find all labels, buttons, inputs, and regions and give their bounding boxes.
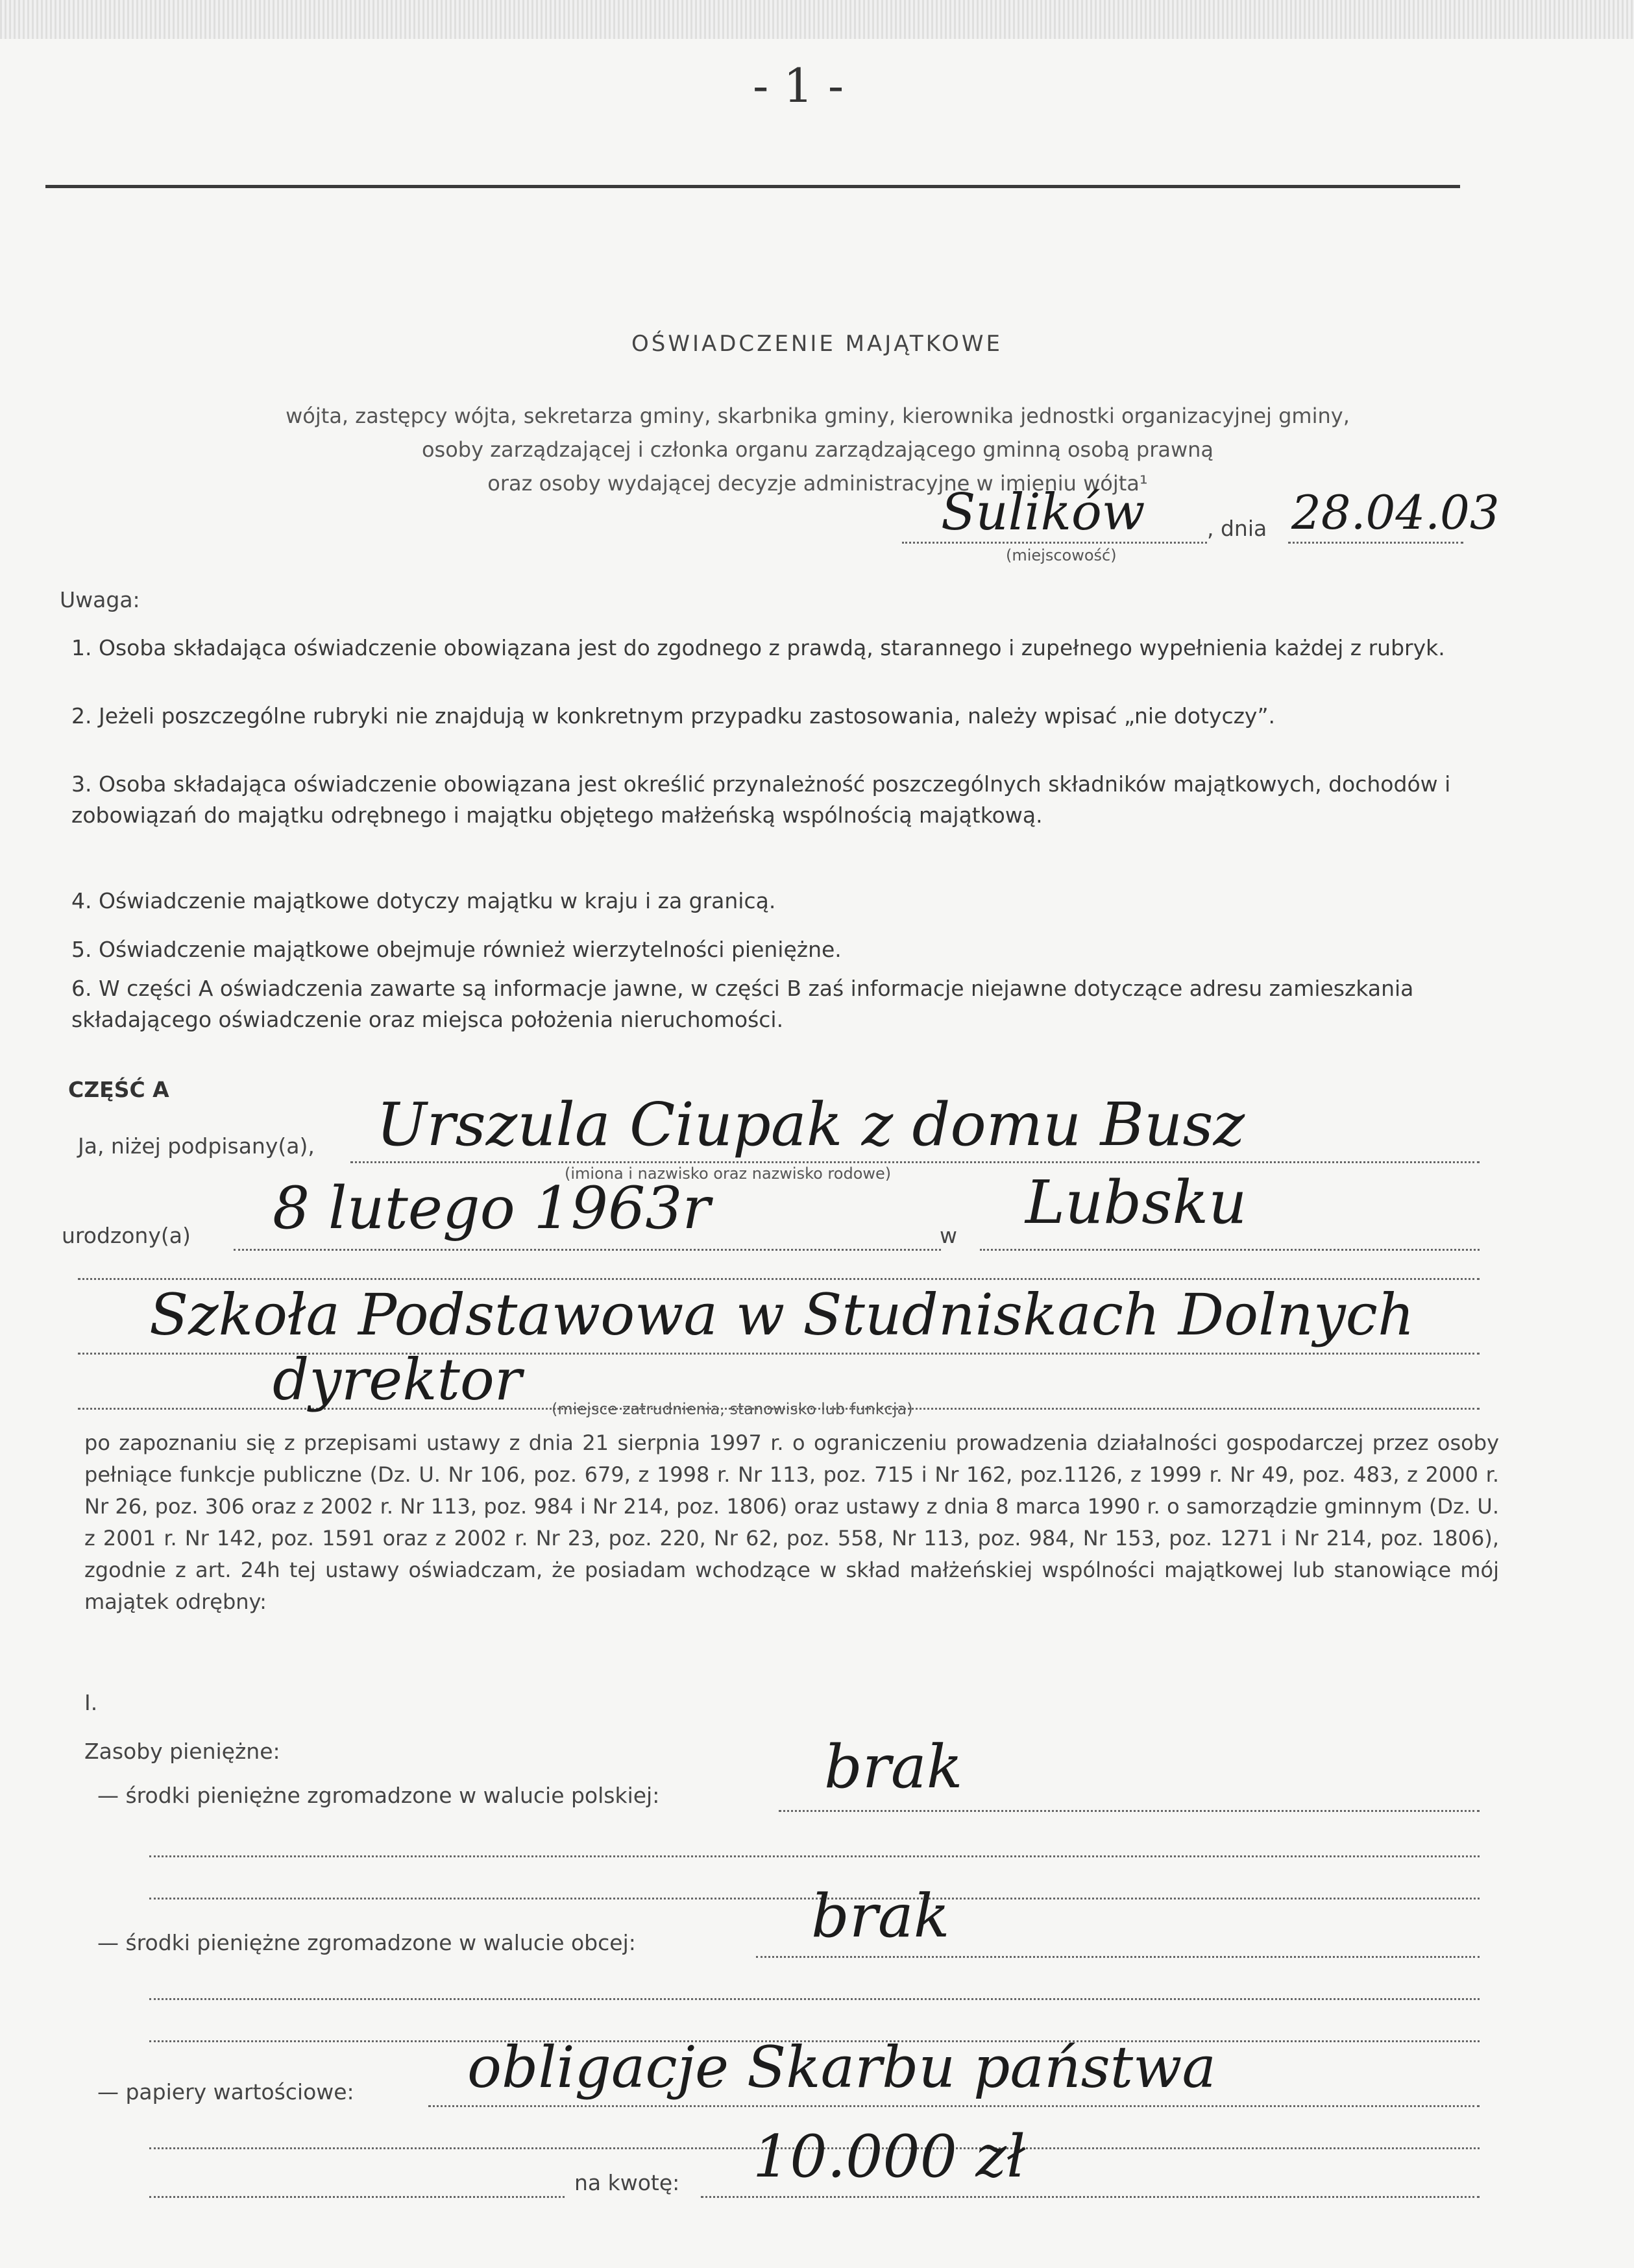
employment-caption: (miejsce zatrudnienia, stanowisko lub funkcja) — [552, 1400, 913, 1418]
place-caption: (miejscowość) — [1006, 546, 1117, 564]
amount-value: 10.000 zł — [753, 2123, 1026, 2191]
document-title: OŚWIADCZENIE MAJĄTKOWE — [631, 331, 1003, 357]
subtitle-line-2: osoby zarządzającej i członka organu zarządzającego gminną osobą prawną — [421, 437, 1214, 462]
section-heading: Zasoby pieniężne: — [84, 1739, 280, 1764]
born-date-handwritten: 8 lutego 1963r — [273, 1174, 711, 1242]
item-foreign-dots-2 — [149, 1998, 1480, 2000]
born-place-dots — [980, 1249, 1480, 1251]
remark-5: 5. Oświadczenie majątkowe obejmuje również wierzytelności pieniężne. — [71, 937, 842, 962]
scan-top-noise — [0, 0, 1634, 39]
subtitle-line-3: oraz osoby wydającej decyzje administracyjne w imieniu wójta¹ — [487, 471, 1148, 496]
item-securities-value: obligacje Skarbu państwa — [467, 2034, 1216, 2101]
item-foreign-dots — [756, 1956, 1480, 1958]
signer-handwritten: Urszula Ciupak z domu Busz — [376, 1090, 1245, 1159]
amount-pre-dots — [149, 2196, 565, 2198]
signer-label: Ja, niżej podpisany(a), — [78, 1133, 315, 1159]
item-pln-value: brak — [824, 1732, 963, 1802]
page-number: - 1 - — [753, 58, 844, 113]
date-dots — [1288, 542, 1463, 544]
employment-handwritten-1: Szkoła Podstawowa w Studniskach Dolnych — [149, 1281, 1415, 1348]
item-foreign-value: brak — [811, 1881, 950, 1951]
employment-dots-1 — [78, 1278, 1480, 1280]
remark-3: 3. Osoba składająca oświadczenie obowiązana jest określić przynależność poszczególnych składników majątkowych, dochodów i zobowiązań do majątku odrębnego i majątku objętego małżeńską wspólnością majątkową. — [71, 771, 1451, 828]
remarks-heading: Uwaga: — [60, 587, 140, 612]
signer-caption: (imiona i nazwisko oraz nazwisko rodowe) — [565, 1164, 892, 1183]
place-dots — [902, 542, 1207, 544]
section-number: I. — [84, 1690, 98, 1715]
item-pln-dots-2 — [149, 1855, 1480, 1857]
item-securities-dots — [428, 2105, 1480, 2107]
remark-1: 1. Osoba składająca oświadczenie obowiązana jest do zgodnego z prawdą, starannego i zupełnego wypełnienia każdej z rubryk. — [71, 635, 1445, 660]
remark-2: 2. Jeżeli poszczególne rubryki nie znajdują w konkretnym przypadku zastosowania, należy wpisać „nie dotyczy”. — [71, 703, 1276, 729]
item-foreign-label: — środki pieniężne zgromadzone w walucie obcej: — [97, 1930, 636, 1955]
born-in-label: w — [940, 1223, 957, 1248]
item-securities-label: — papiery wartościowe: — [97, 2079, 354, 2105]
subtitle-line-1: wójta, zastępcy wójta, sekretarza gminy, skarbnika gminy, kierownika jednostki organizacyjnej gminy, — [286, 404, 1350, 428]
born-date-dots — [234, 1249, 941, 1251]
item-pln-dots — [779, 1810, 1480, 1812]
amount-label: na kwotę: — [574, 2170, 680, 2195]
remark-6: 6. W części A oświadczenia zawarte są informacje jawne, w części B zaś informacje niejawne dotyczące adresu zamieszkania składającego oświadczenie oraz miejsca położenia nieruchomości. — [71, 976, 1414, 1032]
born-place-handwritten: Lubsku — [1025, 1168, 1247, 1237]
amount-dots — [701, 2196, 1480, 2198]
part-a-heading: CZĘŚĆ A — [68, 1077, 169, 1102]
signer-dots — [350, 1161, 1480, 1163]
remark-4: 4. Oświadczenie majątkowe dotyczy majątku w kraju i za granicą. — [71, 888, 776, 913]
item-pln-label: — środki pieniężne zgromadzone w walucie polskiej: — [97, 1783, 660, 1808]
legal-paragraph: po zapoznaniu się z przepisami ustawy z dnia 21 sierpnia 1997 r. o ograniczeniu prowadzenia działalności gospodarczej przez osoby pełniące funkcje publiczne (Dz. U. Nr 106, poz. 679, z 1998 r. Nr 113, poz. 715 i Nr 162, poz.1126, z 1999 r. Nr 49, poz. 483, z 2000 r. Nr 26, poz. 306 oraz z 2002 r. Nr 113, poz. 984 i Nr 214, poz. 1806) oraz ustawy z dnia 8 marca 1990 r. o samorządzie gminnym (Dz. U. z 2001 r. Nr 142, poz. 1591 oraz z 2002 r. Nr 23, poz. 220, Nr 62, poz. 558, Nr 113, poz. 984, Nr 153, poz. 1271 i Nr 214, poz. 1806), zgodnie z art. 24h tej ustawy oświadczam, że posiadam wchodzące w skład małżeńskiej wspólności majątkowej lub stanowiące mój majątek odrębny: — [84, 1430, 1499, 1614]
date-handwritten: 28.04.03 — [1291, 485, 1500, 540]
born-label: urodzony(a) — [62, 1223, 191, 1248]
header-rule — [45, 185, 1460, 188]
place-handwritten: Sulików — [941, 483, 1145, 542]
date-label: , dnia — [1207, 516, 1267, 541]
employment-handwritten-2: dyrektor — [273, 1346, 522, 1413]
